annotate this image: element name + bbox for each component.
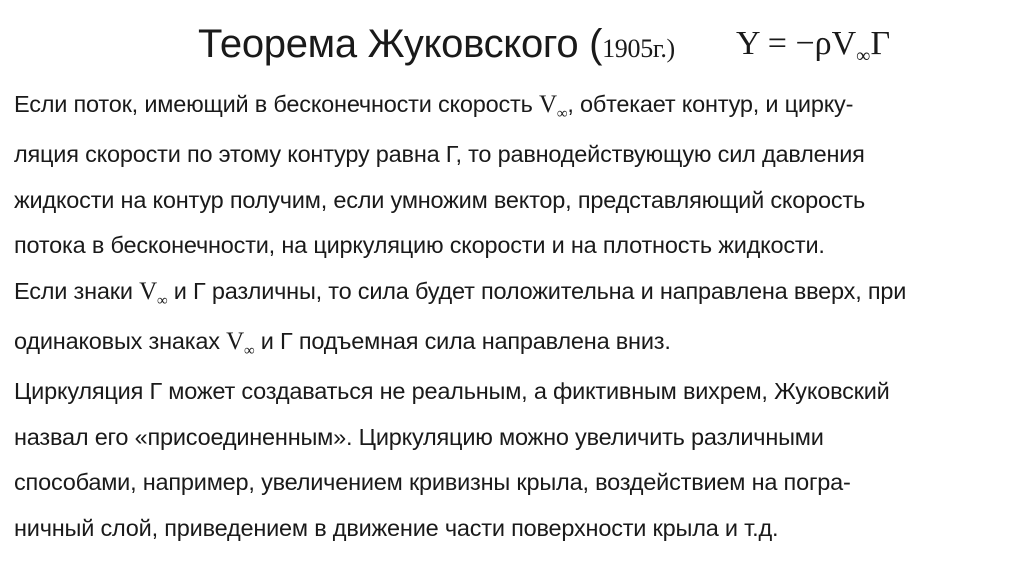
text-segment: и Г различны, то сила будет положительна и направлена вверх, при [167, 278, 907, 305]
title-text: Теорема Жуковского ( [198, 22, 603, 66]
text-segment: Если поток, имеющий в бесконечности скорость [14, 91, 539, 117]
paragraph1-line2: ляция скорости по этому контуру равна Г, то равнодействующую сил давления [14, 140, 865, 167]
formula-subscript: ∞ [856, 45, 871, 67]
infinity-subscript: ∞ [243, 342, 255, 359]
formula-equals: = −ρV [759, 25, 857, 62]
formula-gamma: Γ [870, 25, 891, 62]
paragraph1-line4: потока в бесконечности, на циркуляцию скорости и на плотность жидкости. [14, 232, 825, 259]
text-segment: одинаковых знаках [14, 327, 227, 354]
velocity-symbol: V [139, 278, 157, 306]
paragraph3-line4: ничный слой, приведением в движение части поверхности крыла и т.д. [14, 515, 779, 542]
paragraph2-line1 [14, 269, 1014, 319]
paragraph1-line1 [14, 82, 1014, 132]
body-text [14, 82, 1014, 552]
paragraph1-line3: жидкости на контур получим, если умножим вектор, представляющий скорость [14, 186, 865, 213]
paragraph3-line1: Циркуляция Г может создаваться не реальным, а фиктивным вихрем, Жуковский [14, 377, 890, 404]
paragraph3-line2: назвал его «присоединенным». Циркуляцию можно увеличить различными [14, 423, 824, 450]
zhukovsky-formula [736, 16, 890, 72]
text-segment: Если знаки [14, 278, 140, 305]
velocity-symbol: V [538, 91, 557, 118]
infinity-subscript: ∞ [556, 106, 568, 122]
velocity-symbol: V [226, 327, 244, 355]
text-segment: и Г подъемная сила направлена вниз. [254, 327, 671, 354]
title-row [0, 14, 1024, 78]
slide-title [198, 14, 675, 79]
paragraph3-line3: способами, например, увеличением кривизны крыла, воздействием на погра- [14, 469, 851, 496]
formula-lhs: Y [736, 25, 760, 62]
title-year: 1905г.) [602, 34, 675, 63]
text-segment: , обтекает контур, и цирку- [567, 91, 854, 117]
infinity-subscript: ∞ [156, 293, 168, 310]
paragraph2-line2 [14, 319, 1014, 369]
